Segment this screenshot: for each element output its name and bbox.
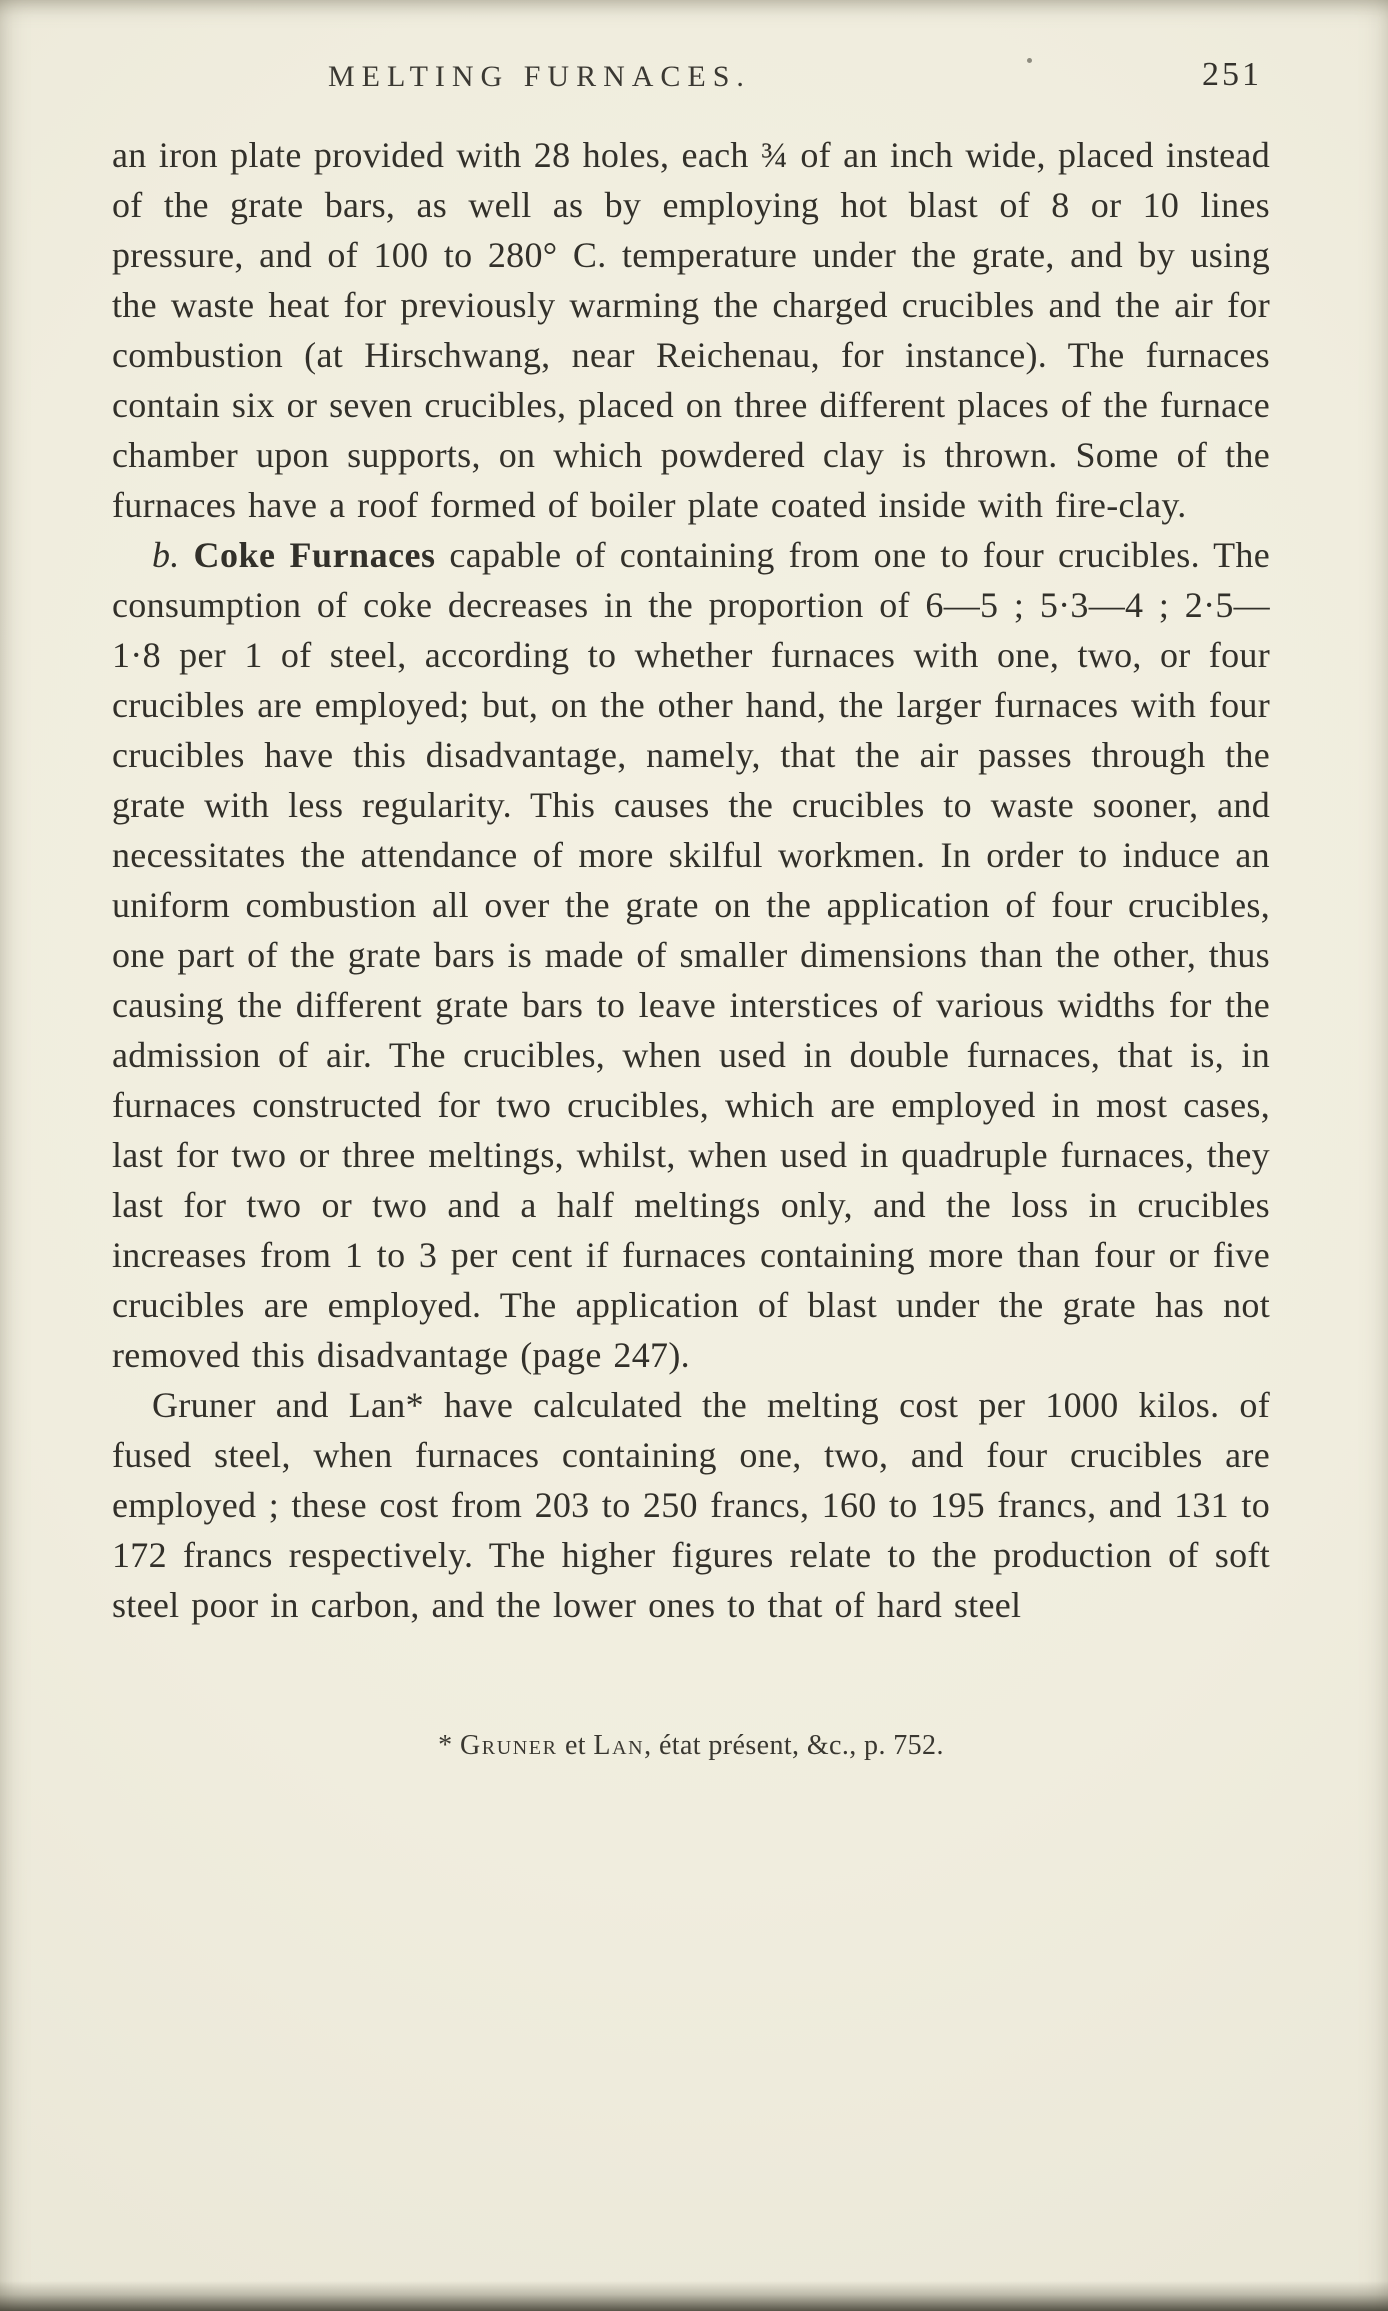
footnote-author-2: Lan [593, 1730, 645, 1761]
footnote-marker: * [438, 1730, 460, 1761]
section-letter: b. [152, 535, 180, 575]
paragraph-3: Gruner and Lan* have calculated the melting cost per 1000 kilos. of fused steel, when furnaces containing one, two, and four crucibles are employed ; these cost from 203 to 250 francs, 160 to 195 francs, and 131 to 172 francs respectively. The higher figures relate to the production of soft steel poor in carbon, and the lower ones to that of hard steel [112, 1385, 1270, 1625]
running-title: MELTING FURNACES. [328, 60, 751, 93]
section-heading: Coke Furnaces [193, 535, 436, 575]
paragraph-2 [112, 530, 1270, 1380]
page-header [112, 56, 1270, 102]
footnote [112, 1730, 1270, 1762]
ink-speck [1027, 58, 1032, 63]
paragraph-1: an iron plate provided with 28 holes, each ¾ of an inch wide, placed instead of the grate bars, as well as by employing hot blast of 8 or 10 lines pressure, and of 100 to 280° C. temperature under the grate, and by using the waste heat for previously warming the charged crucibles and the air for combustion (at Hirschwang, near Reichenau, for instance). The furnaces contain six or seven crucibles, placed on three different places of the furnace chamber upon supports, on which powdered clay is thrown. Some of the furnaces have a roof formed of boiler plate coated inside with fire-clay. [112, 135, 1270, 525]
footnote-author-1: Gruner [459, 1730, 558, 1761]
text-block [112, 130, 1270, 1630]
page-number: 251 [1202, 56, 1262, 93]
footnote-reference: , état présent, &c., p. 752. [644, 1730, 944, 1761]
footnote-conjunction: et [557, 1730, 594, 1761]
paragraph-2-text: capable of containing from one to four crucibles. The consumption of coke decreases in the proportion of 6—5 ; 5·3—4 ; 2·5—1·8 per 1 of steel, according to whether furnaces with one, two, or four crucibles are employed; but, on the other hand, the larger furnaces with four crucibles have this disadvantage, namely, that the air passes through the grate with less regularity. This causes the crucibles to waste sooner, and necessitates the attendance of more skilful workmen. In order to induce an uniform combustion all over the grate on the application of four crucibles, one part of the grate bars is made of smaller dimensions than the other, thus causing the different grate bars to leave interstices of various widths for the admission of air. The crucibles, when used in double furnaces, that is, in furnaces constructed for two crucibles, which are employed in most cases, last for two or three meltings, whilst, when used in quadruple furnaces, they last for two or two and a half meltings only, and the loss in crucibles increases from 1 to 3 per cent if furnaces containing more than four or five crucibles are employed. The application of blast under the grate has not removed this disadvantage (page 247). [112, 535, 1270, 1375]
